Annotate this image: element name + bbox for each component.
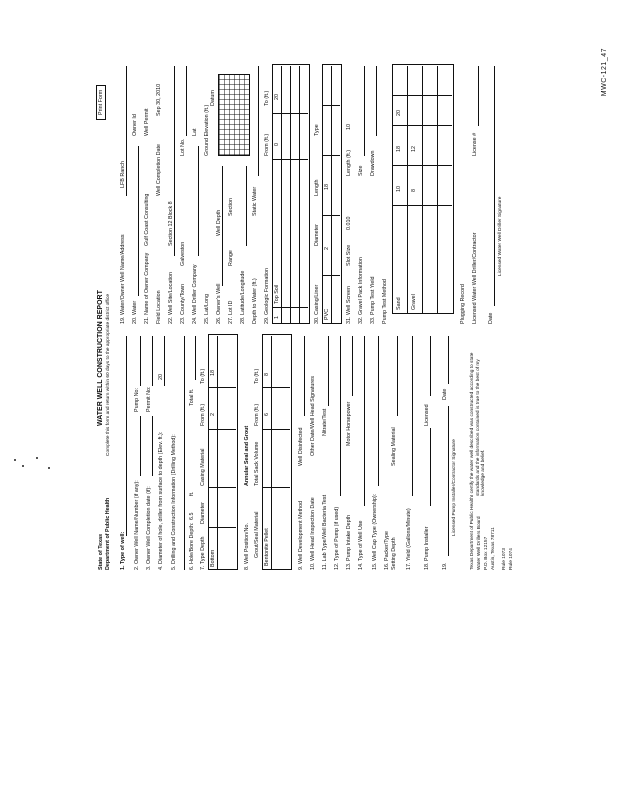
- field-r10b-label: Range: [228, 250, 234, 266]
- casing-header-to: To (ft.): [200, 368, 206, 384]
- field-6-total: Total ft.: [189, 388, 195, 406]
- page-id: MWC-121_47: [601, 48, 608, 97]
- field-11-label: 11. Lab Type/Well Bacteria Test: [322, 494, 328, 570]
- field-5-label: 5. Drilling and Construction Information (Drilling Method):: [171, 434, 177, 570]
- field-6-unit: ft.: [189, 491, 195, 496]
- log-row-from: 0: [274, 143, 280, 146]
- field-r4-value: Sep 30, 2010: [156, 83, 162, 116]
- casing-header-type: 7. Type Depth: [200, 536, 206, 570]
- grout-header-from: From (ft.): [254, 403, 260, 426]
- field-17-label: 17. Yield (Gallons/Minute): [406, 508, 412, 570]
- grout-header-to: To (ft.): [254, 368, 260, 384]
- field-r16-value: 0.010: [346, 216, 352, 230]
- grout-header-material: Grout/Seal Material: [254, 511, 260, 558]
- cert-agency: Texas Department of Public Health: [470, 496, 475, 570]
- field-r17b-label: Size: [358, 165, 364, 176]
- liner-row-type: PVC: [324, 308, 330, 320]
- liner-table: [322, 64, 342, 324]
- form-subtitle: Complete this form and return within 60 days to the appropriate district office: [106, 293, 111, 456]
- field-4-label: 4. Diameter of hole, driller from surface to depth (Elev. ft.):: [158, 431, 164, 570]
- cert-pobox: P.O. Box 12157: [484, 536, 489, 570]
- field-9-label: 9. Well Development Method: [298, 500, 304, 570]
- log-row-to: 20: [274, 94, 280, 100]
- field-r7b-label: Lat: [192, 128, 198, 136]
- field-r18-label: 33. Pump Test Yield: [370, 276, 376, 324]
- field-4-value: 20: [158, 374, 164, 380]
- scan-specks: [14, 455, 54, 475]
- field-r4-label: Field Location: [156, 290, 162, 324]
- field-18-label: 18. Pump Installer: [424, 526, 430, 570]
- field-2b-label: Pump No:: [134, 388, 140, 412]
- field-11b-label: Nitrate/Test: [322, 408, 328, 436]
- field-r17-label: 32. Gravel Pack Information: [358, 257, 364, 324]
- field-r8c-label: Datum: [210, 90, 216, 106]
- agency-line-1: State of Texas: [98, 533, 104, 570]
- field-r15-label: 30. Casing/Liner: [314, 284, 320, 324]
- field-16b-label: Setting Depth: [391, 537, 397, 570]
- log-header-formation: 29. Geologic Formation: [264, 267, 270, 324]
- field-r6-label: 23. County/Town: [180, 283, 186, 324]
- field-r10-label: 27. Lot ID: [228, 300, 234, 324]
- pack-row-1-v3: 20: [396, 110, 402, 116]
- field-16c-label: Sealing Material: [391, 427, 397, 466]
- field-r12-label: Depth to Water (ft.): [252, 278, 258, 324]
- field-r2b-label: Owner Id: [132, 114, 138, 136]
- field-6-label: 6. Hole/Bore Depth:: [189, 522, 195, 570]
- pack-row-2-material: Gravel: [411, 294, 417, 310]
- log-row-no: 1: [274, 316, 280, 319]
- field-15-label: 15. Well Cap Type (Ownership):: [372, 493, 378, 570]
- field-r16d-value: 10: [346, 124, 352, 130]
- field-r11-label: 28. Latitude/Longitude: [240, 270, 246, 324]
- field-13b-label: Motor Horsepower: [346, 401, 352, 446]
- field-r5-value: Section 12 Block 8: [168, 201, 174, 246]
- field-r16c-label: Length (ft.): [346, 149, 352, 176]
- casing-row-to: 18: [210, 370, 216, 376]
- field-r3b-label: Well Permit: [144, 108, 150, 136]
- field-r6b-label: Lot No.: [180, 138, 186, 156]
- casing-header-diameter: Diameter: [200, 502, 206, 524]
- casing-row-from: 2: [210, 413, 216, 416]
- cert-rule-1: Rule 1073: [502, 548, 507, 570]
- license-number-label: License #: [472, 132, 478, 156]
- field-r15c-label: Length: [314, 179, 320, 196]
- log-header-from: From (ft.): [264, 133, 270, 156]
- field-6-value: 6.5: [189, 512, 195, 520]
- field-r8-label: 25. Lat/Long: [204, 294, 210, 324]
- log-row-formation: Top Soil: [274, 284, 280, 304]
- log-header-to: To (ft.): [264, 90, 270, 106]
- pack-row-2-v2: 12: [411, 146, 417, 152]
- field-r9b-label: Well Depth: [216, 209, 222, 236]
- field-12-label: 12. Type of Pump (if used): [334, 506, 340, 570]
- liner-row-diameter: 2: [324, 247, 330, 250]
- pack-row-1-v1: 10: [396, 186, 402, 192]
- print-form-button[interactable]: Print Form: [96, 85, 106, 120]
- grout-header-volume: Total Sack Volume: [254, 441, 260, 486]
- annular-seal-label: Annular Seal and Grout: [244, 425, 250, 486]
- field-r3-value: Gulf Coast Consulting: [144, 193, 150, 246]
- driller-contractor-label: Licensed Water Well Driller/Contractor: [472, 232, 478, 324]
- plugging-record-label: Plugging Record: [460, 284, 466, 324]
- field-r5-label: 22. Well Site/Location: [168, 271, 174, 324]
- pack-row-1-material: Sand: [396, 297, 402, 310]
- field-r3-label: 21. Name of Owner Company: [144, 252, 150, 324]
- field-8-label: 8. Well Position/No.: [244, 523, 250, 570]
- field-r9-label: 26. Owner's Well: [216, 283, 222, 324]
- field-r13-label: Static Water: [252, 186, 258, 216]
- grout-row-to: 8: [264, 373, 270, 376]
- field-r15d-label: Type: [314, 124, 320, 136]
- field-r2-label: 20. Water: [132, 300, 138, 324]
- driller-signature-caption: Licensed Water Well Driller Signature: [498, 196, 503, 276]
- field-16-label: 16. Packer/Type: [384, 531, 390, 570]
- grout-row-from: 6: [264, 413, 270, 416]
- field-1-label: 1. Type of well:: [120, 531, 126, 570]
- casing-row-type: Bottom: [210, 549, 216, 567]
- field-13-label: 13. Pump Intake Depth: [346, 514, 352, 570]
- field-10b-label: Other Date/Well Head Signatures: [310, 376, 316, 456]
- field-9b-label: Well Disinfected: [298, 427, 304, 466]
- field-r18b-label: Drawdown: [370, 150, 376, 176]
- field-18b-label: Licensed: [424, 404, 430, 426]
- field-10-label: 10. Well Head Inspection Date: [310, 497, 316, 570]
- field-r16b-label: Slot Size: [346, 244, 352, 266]
- agency-line-2: Department of Public Health: [105, 497, 111, 570]
- field-r16-label: 31. Well Screen: [346, 286, 352, 324]
- location-grid: [218, 74, 250, 156]
- field-r4b-label: Well Completion Date: [156, 143, 162, 196]
- form-title: WATER WELL CONSTRUCTION REPORT: [97, 290, 104, 426]
- field-r15b-label: Diameter: [314, 224, 320, 246]
- cert-city: Austin, Texas 78711: [491, 527, 496, 570]
- pack-row-2-v1: 8: [411, 189, 417, 192]
- field-19-label: 19.: [442, 562, 448, 570]
- field-19b-label: Date: [442, 388, 448, 400]
- field-r8b-label: Ground Elevation (ft.): [204, 104, 210, 156]
- liner-row-length: 18: [324, 184, 330, 190]
- field-r1-value: LFB Ranch: [120, 161, 126, 188]
- casing-header-material: Casing Material: [200, 448, 206, 486]
- field-r1-label: 19. Water/Owner Well Name/Address: [120, 234, 126, 324]
- cert-statement: I certify the water well described was constructed according to state standards and the information contained is true to the best of my knowledge and belief.: [470, 352, 487, 496]
- casing-header-from: From (ft.): [200, 403, 206, 426]
- field-r10c-label: Section: [228, 198, 234, 216]
- scanned-form-sheet: [92, 60, 618, 576]
- pack-row-1-v2: 18: [396, 146, 402, 152]
- field-3-label: 3. Owner Well Completion date (if):: [146, 486, 152, 570]
- right-date-label: Date: [488, 312, 494, 324]
- field-r19-label: Pump Test Method: [382, 279, 388, 324]
- cert-board: Water Well Drillers Board: [477, 516, 482, 570]
- field-2-label: 2. Owner Well Name/Number (if any):: [134, 480, 140, 570]
- field-r6-value: Galveston: [180, 241, 186, 266]
- cert-rule-2: Rule 1074: [509, 548, 514, 570]
- field-3b-label: Permit No:: [146, 386, 152, 412]
- field-r7-label: 24. Well Driller Company: [192, 264, 198, 324]
- pump-installer-signature-caption: Licensed Pump Installer/Contractor Signature: [452, 439, 457, 536]
- grout-row-material: Bentonite Pellet: [264, 528, 270, 566]
- well-construction-form: [92, 60, 618, 576]
- field-14-label: 14. Type of Well Use: [358, 520, 364, 570]
